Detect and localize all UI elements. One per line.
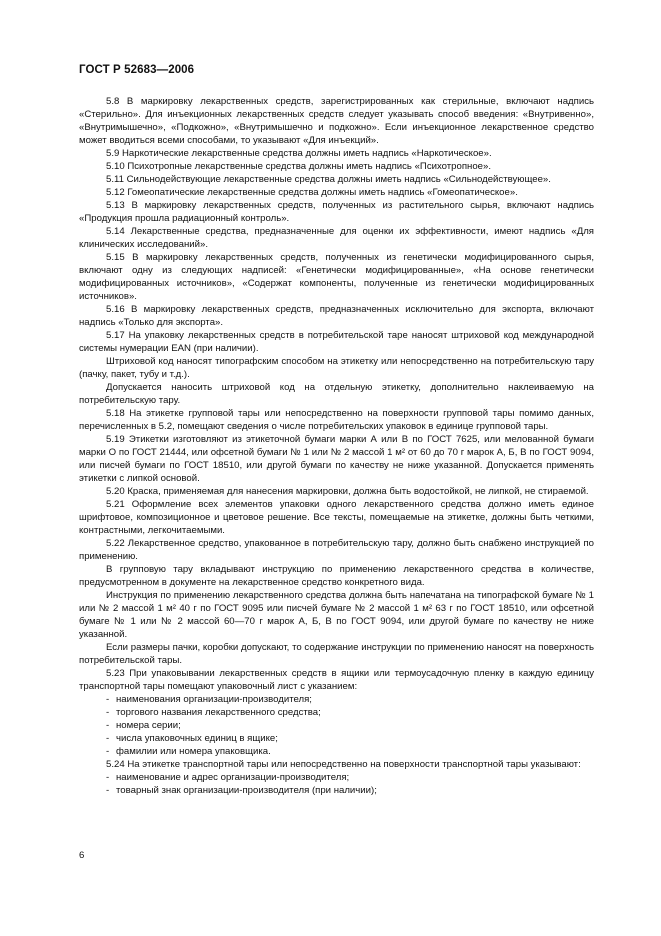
list-item: - наименования организации-производителя;	[106, 694, 312, 705]
paragraph-5-10: 5.10 Психотропные лекарственные средства должны иметь надпись «Психотропное».	[106, 161, 492, 172]
paragraph-barcode-label: Допускается наносить штриховой код на отдельную этикетку, дополнительно наклеиваемую на потребительскую тару.	[79, 382, 594, 406]
dash-marker: -	[106, 772, 110, 783]
paragraph-5-17: 5.17 На упаковку лекарственных средств в потребительской таре наносят штриховой код международной системы нумерации EAN (при наличии).	[79, 330, 594, 354]
paragraph-group-instruction: В групповую тару вкладывают инструкцию по применению лекарственного средства в количестве, предусмотренном в документе на лекарственное средство конкретного вида.	[79, 564, 594, 588]
paragraph-5-19: 5.19 Этикетки изготовляют из этикеточной бумаги марки А или В по ГОСТ 7625, или мелованной бумаги марки О по ГОСТ 21444, или офсетной бумаги № 1 или № 2 массой 1 м² от 60 до 70 г марок А, Б, В по ГОСТ 9094, или писчей бумаги по ГОСТ 18510, или другой бумаги по качеству не ниже указанной. Допускается применять этикетки с липкой основой.	[79, 434, 594, 484]
paragraph-5-18: 5.18 На этикетке групповой тары или непосредственно на поверхности групповой тары помимо данных, перечисленных в 5.2, помещают сведения о числе потребительских упаковок в единице групповой тары.	[79, 408, 594, 432]
paragraph-5-11: 5.11 Сильнодействующие лекарственные средства должны иметь надпись «Сильнодействующее».	[106, 174, 551, 185]
list-item: - товарный знак организации-производителя (при наличии);	[106, 785, 377, 796]
paragraph-barcode-print: Штриховой код наносят типографским способом на этикетку или непосредственно на потребительскую тару (пачку, пакет, тубу и т.д.).	[79, 356, 594, 380]
document-body	[79, 95, 594, 797]
paragraph-5-16: 5.16 В маркировку лекарственных средств, предназначенных исключительно для экспорта, включают надпись «Только для экспорта».	[79, 304, 594, 328]
paragraph-5-13: 5.13 В маркировку лекарственных средств, полученных из растительного сырья, включают надпись «Продукция прошла радиационный контроль».	[79, 200, 594, 224]
paragraph-5-14: 5.14 Лекарственные средства, предназначенные для оценки их эффективности, имеют надпись «Для клинических исследований».	[79, 226, 594, 250]
list-item: - номера серии;	[106, 720, 181, 731]
paragraph-5-8: 5.8 В маркировку лекарственных средств, зарегистрированных как стерильные, включают надпись «Стерильно». Для инъекционных лекарственных средств следует указывать способ введения: «Внутривенно», «Внутримышечно», «Подкожно», «Внутримышечно и подкожно». Если инъекционное лекарственное средство может вводиться всеми способами, то указывают «Для инъекций».	[79, 96, 594, 146]
paragraph-instruction-surface: Если размеры пачки, коробки допускают, то содержание инструкции по применению наносят на поверхность потребительской тары.	[79, 642, 594, 666]
dash-marker: -	[106, 733, 110, 744]
transport-label-items	[79, 771, 594, 797]
document-header: ГОСТ Р 52683—2006	[79, 64, 195, 76]
paragraph-5-22: 5.22 Лекарственное средство, упакованное в потребительскую тару, должно быть снабжено инструкцией по применению.	[79, 538, 594, 562]
list-item: - фамилии или номера упаковщика.	[106, 746, 271, 757]
packing-list-items	[79, 693, 594, 758]
paragraph-5-24: 5.24 На этикетке транспортной тары или непосредственно на поверхности транспортной тары указывают:	[106, 759, 581, 770]
list-item: - числа упаковочных единиц в ящике;	[106, 733, 278, 744]
paragraph-instruction-paper: Инструкция по применению лекарственного средства должна быть напечатана на типографской бумаге № 1 или № 2 массой 1 м² 40 г по ГОСТ 9095 или писчей бумаге № 2 массой 1 м² 63 г по ГОСТ 18510, или офсетной бумаге № 1 или № 2 массой 60—70 г марок А, Б, В по ГОСТ 9094, или другой бумаге по качеству не ниже указанной.	[79, 590, 594, 640]
paragraph-5-23: 5.23 При упаковывании лекарственных средств в ящики или термоусадочную пленку в каждую единицу транспортной тары помещают упаковочный лист с указанием:	[79, 668, 594, 692]
paragraph-5-21: 5.21 Оформление всех элементов упаковки одного лекарственного средства должно иметь единое шрифтовое, композиционное и цветовое решение. Все тексты, помещаемые на этикетке, должны быть четкими, контрастными, легкочитаемыми.	[79, 499, 594, 536]
dash-marker: -	[106, 785, 110, 796]
list-item: - наименование и адрес организации-производителя;	[106, 772, 350, 783]
list-item: - торгового названия лекарственного средства;	[106, 707, 321, 718]
dash-marker: -	[106, 746, 110, 757]
paragraph-5-15: 5.15 В маркировку лекарственных средств, полученных из генетически модифицированного сырья, включают одну из следующих надписей: «Генетически модифицированные», «На основе генетически модифицированных источников», «Содержат компоненты, полученные из генетически модифицированных источников».	[79, 252, 594, 302]
dash-marker: -	[106, 720, 110, 731]
paragraph-5-20: 5.20 Краска, применяемая для нанесения маркировки, должна быть водостойкой, не липкой, не стираемой.	[106, 486, 589, 497]
page-number: 6	[79, 850, 85, 861]
paragraph-5-9: 5.9 Наркотические лекарственные средства должны иметь надпись «Наркотическое».	[106, 148, 492, 159]
dash-marker: -	[106, 707, 110, 718]
dash-marker: -	[106, 694, 110, 705]
paragraph-5-12: 5.12 Гомеопатические лекарственные средства должны иметь надпись «Гомеопатическое».	[106, 187, 518, 198]
